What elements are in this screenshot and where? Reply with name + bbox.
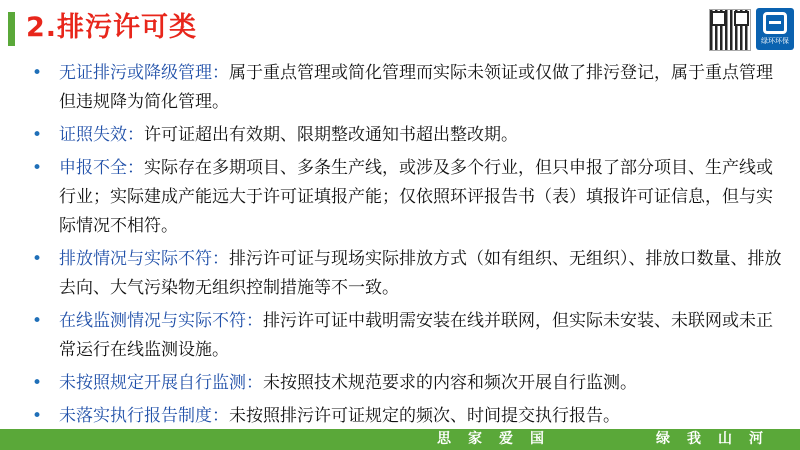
logo-mark: [763, 12, 787, 34]
item-text: 排污许可证中载明需安装在线并联网，但实际未安装、未联网或未正常运行在线监测设施。: [59, 311, 773, 360]
bullet-icon: •: [32, 158, 43, 178]
list-item: [28, 245, 788, 303]
bullet-icon: •: [32, 63, 43, 83]
item-keyword: 证照失效：: [59, 125, 144, 145]
bullet-icon: •: [32, 406, 43, 426]
footer-slogan-right: 绿我山河: [656, 431, 780, 447]
bullet-icon: •: [32, 311, 43, 331]
item-keyword: 在线监测情况与实际不符：: [59, 311, 263, 331]
qr-code-icon: [709, 9, 751, 51]
bullet-list: [28, 59, 788, 435]
bullet-icon: •: [32, 373, 43, 393]
footer-slogan-left: 思家爱国: [437, 431, 561, 447]
list-item: [28, 307, 788, 365]
item-text: 排污许可证与现场实际排放方式（如有组织、无组织）、排放口数量、排放去向、大气污染物无组织控制措施等不一致。: [59, 249, 782, 298]
item-text: 许可证超出有效期、限期整改通知书超出整改期。: [144, 125, 518, 145]
item-keyword: 无证排污或降级管理：: [59, 63, 229, 83]
item-text: 未按照排污许可证规定的频次、时间提交执行报告。: [229, 406, 620, 426]
list-item: [28, 154, 788, 241]
footer-bar: [0, 429, 800, 450]
list-item: [28, 121, 788, 150]
item-text: 实际存在多期项目、多条生产线，或涉及多个行业，但只申报了部分项目、生产线或行业；实际建成产能远大于许可证填报产能；仅依照环评报告书（表）填报许可证信息，但与实际情况不相符。: [59, 158, 773, 236]
item-keyword: 未落实执行报告制度：: [59, 406, 229, 426]
item-text: 未按照技术规范要求的内容和频次开展自行监测。: [263, 373, 637, 393]
item-keyword: 排放情况与实际不符：: [59, 249, 229, 269]
company-logo-icon: [756, 8, 794, 50]
item-keyword: 未按照规定开展自行监测：: [59, 373, 263, 393]
item-keyword: 申报不全：: [59, 158, 144, 178]
logo-text: 绿环环保: [761, 37, 789, 45]
list-item: [28, 402, 788, 431]
bullet-icon: •: [32, 125, 43, 145]
item-text: 属于重点管理或简化管理而实际未领证或仅做了排污登记，属于重点管理但违规降为简化管理。: [59, 63, 773, 112]
title-accent-bar: [8, 12, 15, 46]
list-item: [28, 369, 788, 398]
list-item: [28, 59, 788, 117]
page-title: 2.排污许可类: [26, 12, 198, 43]
bullet-icon: •: [32, 249, 43, 269]
